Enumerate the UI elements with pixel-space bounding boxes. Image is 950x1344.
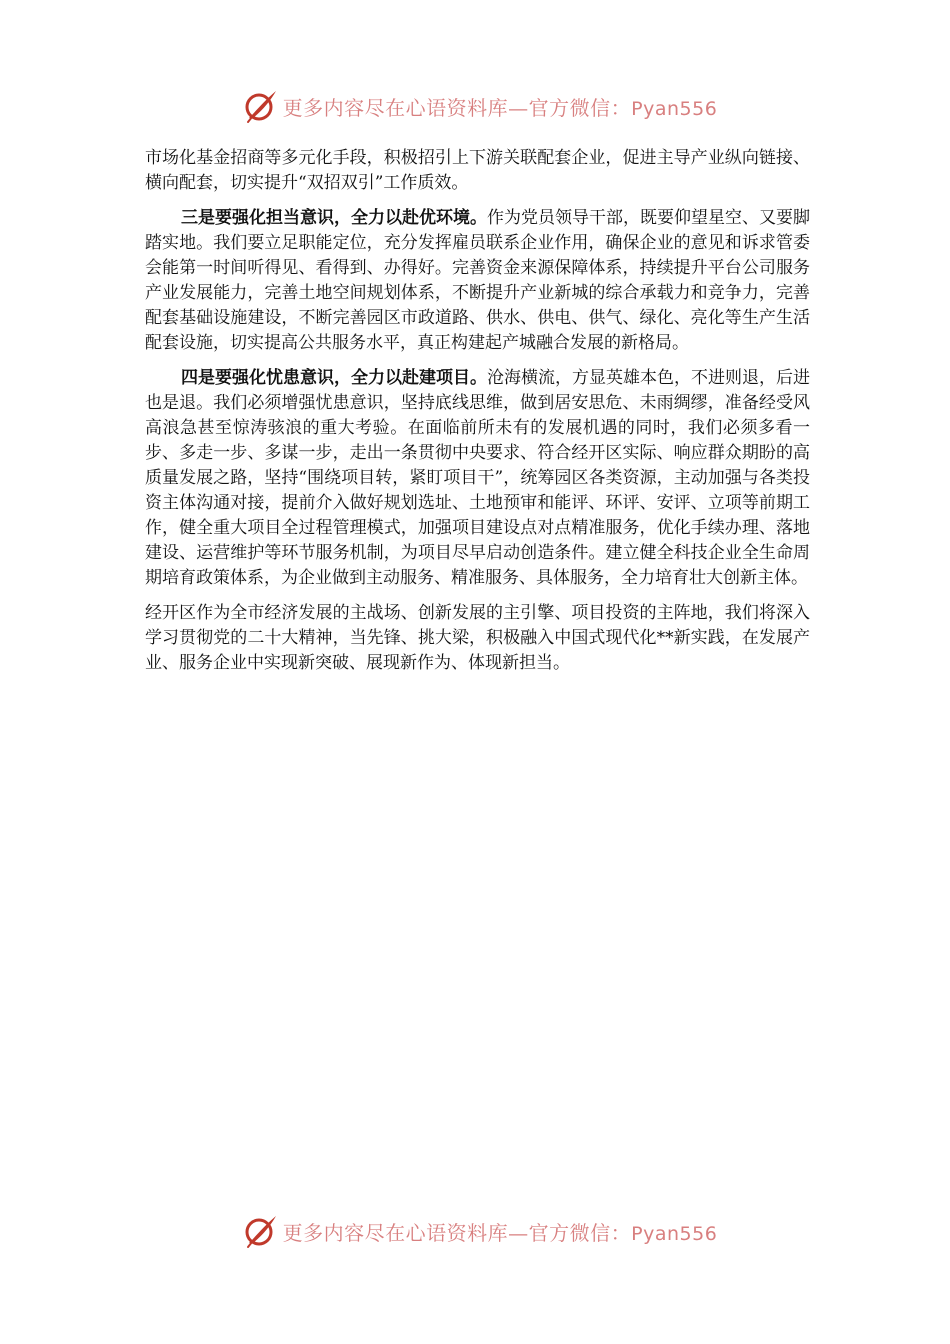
brush-quill-logo-icon — [243, 1213, 279, 1249]
paragraph-2 — [145, 206, 810, 356]
paragraph-2-lead: 三是要强化担当意识，全力以赴优环境。 — [181, 208, 487, 228]
footer-banner — [0, 1211, 950, 1251]
header-banner-inner — [243, 88, 718, 124]
header-banner-handle: Pyan556 — [631, 97, 718, 120]
paragraph-1-body: 市场化基金招商等多元化手段，积极招引上下游关联配套企业，促进主导产业纵向链接、横向配套，切实提升“双招双引”工作质效。 — [145, 148, 810, 193]
header-banner — [0, 86, 950, 126]
paragraph-1 — [145, 146, 810, 196]
footer-banner-title: 更多内容尽在心语资料库—官方微信： — [282, 1220, 632, 1245]
footer-banner-text — [283, 1217, 718, 1246]
paragraph-3-lead: 四是要强化忧患意识，全力以赴建项目。 — [181, 368, 487, 388]
footer-banner-handle: Pyan556 — [631, 1222, 718, 1245]
footer-banner-inner — [243, 1213, 718, 1249]
paragraph-3 — [145, 366, 810, 591]
header-banner-title: 更多内容尽在心语资料库—官方微信： — [282, 95, 632, 120]
header-banner-text — [283, 92, 718, 121]
paragraph-2-body: 作为党员领导干部，既要仰望星空、又要脚踏实地。我们要立足职能定位，充分发挥雇员联系企业作用，确保企业的意见和诉求管委会能第一时间听得见、看得到、办得好。完善资金来源保障体系，持续提升平台公司服务产业发展能力，完善土地空间规划体系，不断提升产业新城的综合承载力和竞争力，完善配套基础设施建设，不断完善园区市政道路、供水、供电、供气、绿化、亮化等生产生活配套设施，切实提高公共服务水平，真正构建起产城融合发展的新格局。 — [145, 208, 810, 353]
paragraph-4-body: 经开区作为全市经济发展的主战场、创新发展的主引擎、项目投资的主阵地，我们将深入学习贯彻党的二十大精神，当先锋、挑大梁，积极融入中国式现代化**新实践，在发展产业、服务企业中实现新突破、展现新作为、体现新担当。 — [145, 603, 810, 673]
brush-quill-logo-icon — [243, 88, 279, 124]
document-body — [145, 146, 810, 676]
paragraph-4 — [145, 601, 810, 676]
paragraph-3-body: 沧海横流，方显英雄本色，不进则退，后进也是退。我们必须增强忧患意识，坚持底线思维，做到居安思危、未雨绸缪，准备经受风高浪急甚至惊涛骇浪的重大考验。在面临前所未有的发展机遇的同时，我们必须多看一步、多走一步、多谋一步，走出一条贯彻中央要求、符合经开区实际、响应群众期盼的高质量发展之路，坚持“围绕项目转，紧盯项目干”，统筹园区各类资源，主动加强与各类投资主体沟通对接，提前介入做好规划选址、土地预审和能评、环评、安评、立项等前期工作，健全重大项目全过程管理模式，加强项目建设点对点精准服务，优化手续办理、落地建设、运营维护等环节服务机制，为项目尽早启动创造条件。建立健全科技企业全生命周期培育政策体系，为企业做到主动服务、精准服务、具体服务，全力培育壮大创新主体。 — [145, 368, 810, 588]
